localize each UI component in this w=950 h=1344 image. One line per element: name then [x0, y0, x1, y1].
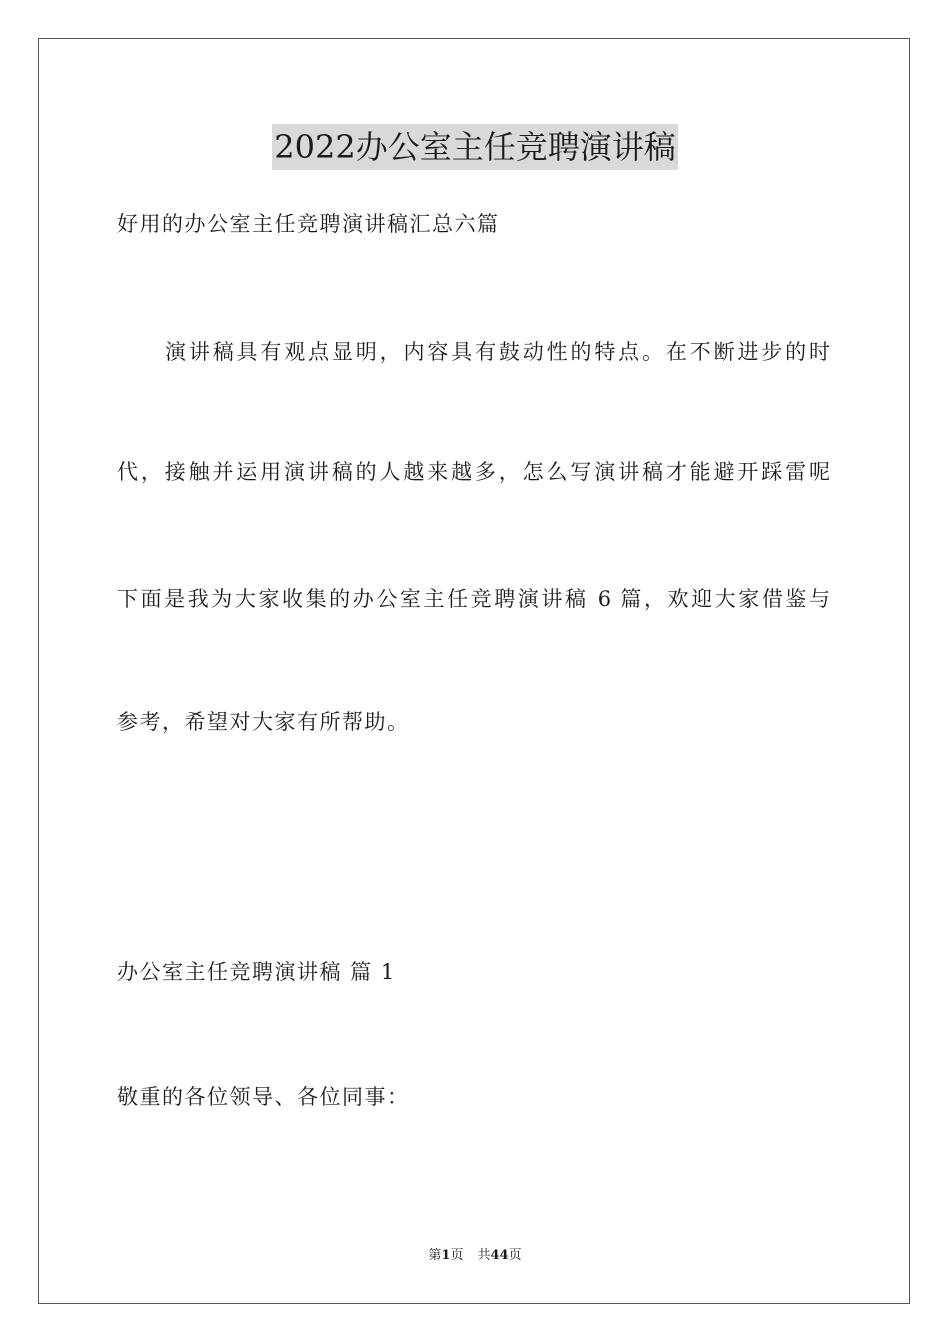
title-container [0, 124, 950, 170]
intro-line-2: 代，接触并运用演讲稿的人越来越多，怎么写演讲稿才能避开踩雷呢 [117, 460, 830, 484]
document-subtitle: 好用的办公室主任竞聘演讲稿汇总六篇 [117, 212, 500, 236]
intro-line-4: 参考，希望对大家有所帮助。 [117, 710, 410, 734]
page-prefix: 第 [428, 1248, 442, 1263]
document-title: 2022办公室主任竞聘演讲稿 [272, 124, 677, 170]
page-footer [0, 1247, 950, 1265]
intro-line-3: 下面是我为大家收集的办公室主任竞聘演讲稿 6 篇，欢迎大家借鉴与 [117, 587, 830, 611]
total-prefix: 共 [477, 1248, 491, 1263]
intro-line-1: 演讲稿具有观点显明，内容具有鼓动性的特点。在不断进步的时 [165, 340, 830, 364]
total-pages: 44 [490, 1248, 509, 1263]
section-heading: 办公室主任竞聘演讲稿 篇 1 [117, 960, 396, 984]
page-number: 1 [441, 1248, 451, 1263]
page-suffix: 页 [450, 1248, 464, 1263]
salutation: 敬重的各位领导、各位同事： [117, 1085, 410, 1109]
total-suffix: 页 [508, 1248, 522, 1263]
